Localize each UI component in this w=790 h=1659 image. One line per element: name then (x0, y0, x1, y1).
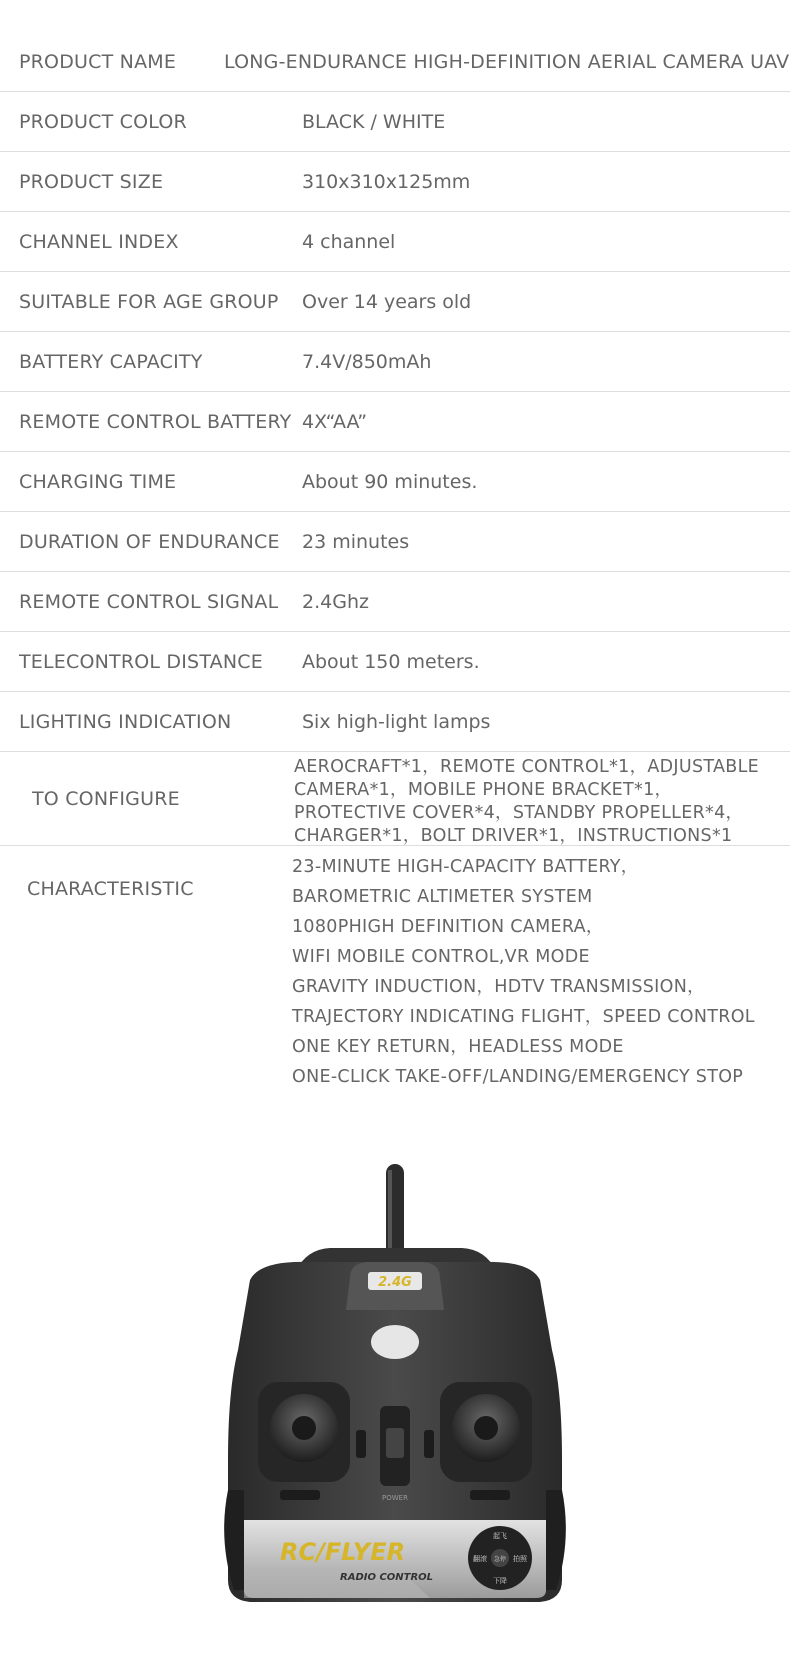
characteristic-item: TRAJECTORY INDICATING FLIGHT，SPEED CONTROL (292, 1007, 755, 1027)
brand-subtitle: RADIO CONTROL (340, 1572, 434, 1583)
spec-row-configure (0, 752, 790, 846)
spec-row-product-name (0, 32, 790, 92)
spec-label: PRODUCT SIZE (19, 170, 164, 193)
characteristic-item: WIFI MOBILE CONTROL,VR MODE (292, 947, 590, 967)
button-label: 拍照 (513, 1555, 527, 1563)
spec-label: DURATION OF ENDURANCE (19, 530, 280, 553)
characteristic-item: ONE-CLICK TAKE-OFF/LANDING/EMERGENCY STOP (292, 1067, 744, 1087)
spec-row-age-group (0, 272, 790, 332)
spec-label: LIGHTING INDICATION (19, 710, 232, 733)
brand-logo-text: RC/FLYER (280, 1538, 406, 1566)
spec-label: PRODUCT NAME (19, 50, 177, 73)
characteristic-item: 1080PHIGH DEFINITION CAMERA， (292, 917, 604, 937)
spec-value: AEROCRAFT*1，REMOTE CONTROL*1，ADJUSTABLE CAMERA*1，MOBILE PHONE BRACKET*1，PROTECTIVE COVER*4，STANDBY PROPELLER*4，CHARGER*1，BOLT DRIVER*1，INSTRUCTIONS*1 (294, 757, 760, 846)
characteristic-item: GRAVITY INDUCTION，HDTV TRANSMISSION， (292, 977, 705, 997)
spec-value: 4 channel (302, 230, 396, 253)
spec-row-telecontrol-distance (0, 632, 790, 692)
function-button-cluster (468, 1526, 532, 1590)
spec-row-lighting (0, 692, 790, 752)
button-label: 急停 (493, 1556, 507, 1563)
spec-row-characteristic (0, 846, 790, 1096)
spec-value: Six high-light lamps (302, 710, 491, 733)
characteristic-item: ONE KEY RETURN，HEADLESS MODE (292, 1037, 624, 1057)
spec-row-channel-index (0, 212, 790, 272)
spec-label: REMOTE CONTROL SIGNAL (19, 590, 279, 613)
button-label: 下降 (493, 1577, 507, 1585)
spec-value: Over 14 years old (302, 290, 472, 313)
spec-row-remote-signal (0, 572, 790, 632)
spec-label: CHANNEL INDEX (19, 230, 179, 253)
spec-label: TO CONFIGURE (32, 787, 180, 810)
spec-value: LONG-ENDURANCE HIGH-DEFINITION AERIAL CAMERA UAV (224, 50, 790, 73)
button-label: 翻滚 (473, 1555, 487, 1563)
spec-label: PRODUCT COLOR (19, 110, 187, 133)
remote-controller-image (200, 1160, 590, 1610)
spec-value: BLACK / WHITE (302, 110, 446, 133)
power-label: POWER (382, 1494, 408, 1502)
spec-row-battery-capacity (0, 332, 790, 392)
spec-label: REMOTE CONTROL BATTERY (19, 410, 292, 433)
spec-row-endurance (0, 512, 790, 572)
spec-row-product-size (0, 152, 790, 212)
characteristic-item: 23-MINUTE HIGH-CAPACITY BATTERY， (292, 857, 639, 877)
spec-row-remote-battery (0, 392, 790, 452)
spec-row-product-color (0, 92, 790, 152)
spec-value: 310x310x125mm (302, 170, 471, 193)
characteristic-item: BAROMETRIC ALTIMETER SYSTEM (292, 887, 593, 907)
spec-value: 4X“AA” (302, 410, 368, 433)
spec-value: About 150 meters. (302, 650, 480, 673)
spec-label: CHARACTERISTIC (27, 878, 194, 900)
characteristic-list (292, 852, 755, 1092)
frequency-badge-text: 2.4G (378, 1275, 412, 1290)
spec-label: BATTERY CAPACITY (19, 350, 203, 373)
spec-label: CHARGING TIME (19, 470, 177, 493)
spec-value: About 90 minutes. (302, 470, 478, 493)
spec-value: 7.4V/850mAh (302, 350, 432, 373)
button-label: 起飞 (493, 1532, 507, 1540)
spec-value: 23 minutes (302, 530, 410, 553)
indicator-light (371, 1325, 419, 1359)
spec-table (0, 32, 790, 1096)
spec-row-charging-time (0, 452, 790, 512)
spec-label: TELECONTROL DISTANCE (19, 650, 263, 673)
spec-label: SUITABLE FOR AGE GROUP (19, 290, 279, 313)
spec-value: 2.4Ghz (302, 590, 369, 613)
